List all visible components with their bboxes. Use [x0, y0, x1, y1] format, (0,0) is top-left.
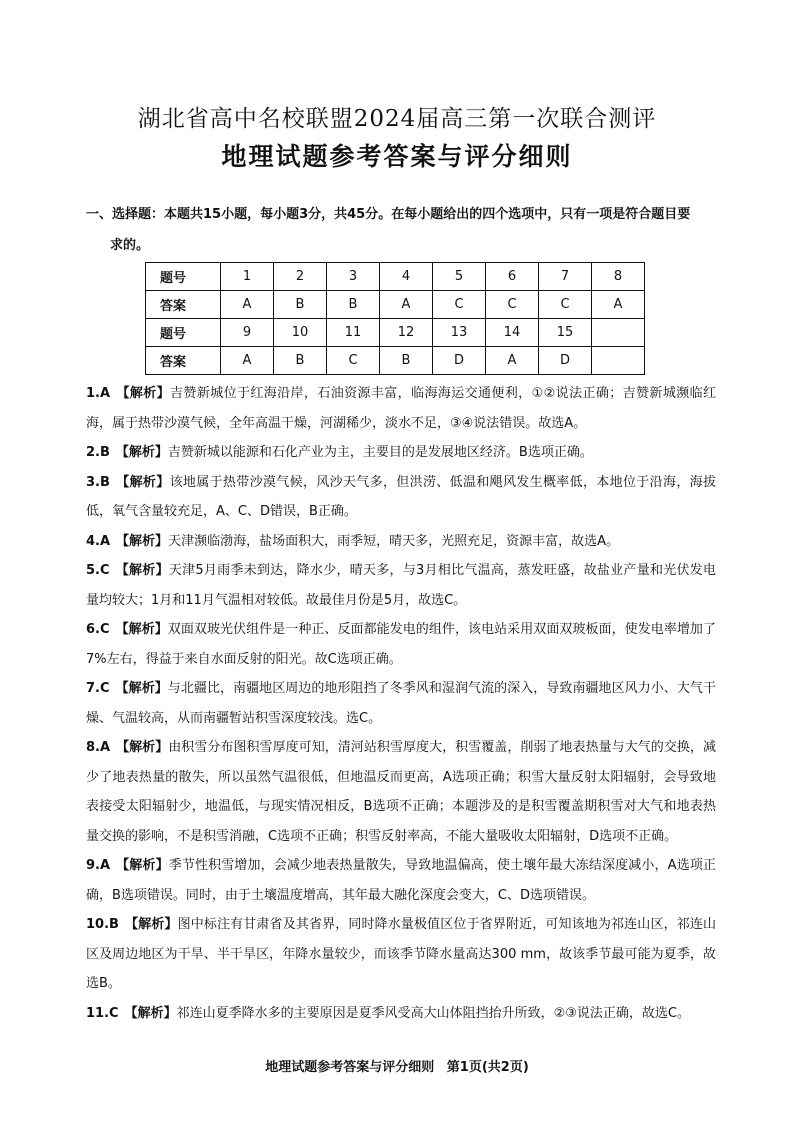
- table-cell: 10: [274, 319, 327, 347]
- table-row: [146, 291, 645, 319]
- table-cell: A: [221, 291, 274, 319]
- item-tag: 【解析】: [116, 386, 171, 401]
- item-tag: 【解析】: [115, 474, 170, 490]
- table-cell: A: [221, 347, 274, 375]
- list-item: [86, 468, 716, 527]
- item-text: 吉赞新城位于红海沿岸，石油资源丰富，临海海运交通便利，①②说法正确；吉赞新城濒临红海，属于热带沙漠气候，全年高温干燥，河湖稀少，淡水不足，③④说法错误。故选A。: [86, 386, 716, 431]
- item-tag: 【解析】: [115, 681, 168, 696]
- table-row: [146, 347, 645, 375]
- item-text: 由积雪分布图积雪厚度可知，清河站积雪厚度大，积雪覆盖，削弱了地表热量与大气的交换，减少了地表热量的散失，所以虽然气温很低，但地温反而更高，A选项正确；积雪大量反射太阳辐射，会导致地表接受太阳辐射少，地温低，与现实情况相反，B选项不正确；本题涉及的是积雪覆盖期积雪对大气和地表热量交换的影响，不是积雪消融，C选项不正确；积雪反射率高，不能大量吸收太阳辐射，D选项不正确。: [86, 740, 716, 844]
- list-item: [86, 379, 716, 438]
- table-cell: D: [539, 347, 592, 375]
- table-cell: 11: [327, 319, 380, 347]
- table-cell: A: [380, 291, 433, 319]
- item-tag: 【解析】: [115, 445, 168, 460]
- list-item: [86, 527, 716, 557]
- footer-page-info: 第1页(共2页): [446, 1060, 529, 1075]
- table-row-header: 题号: [146, 319, 221, 347]
- table-cell: C: [433, 291, 486, 319]
- table-cell: C: [327, 347, 380, 375]
- item-text: 祁连山夏季降水多的主要原因是夏季风受高大山体阻挡抬升所致，②③说法正确，故选C。: [176, 1005, 690, 1021]
- list-item: [86, 910, 716, 999]
- item-text: 吉赞新城以能源和石化产业为主，主要目的是发展地区经济。B选项正确。: [167, 445, 593, 460]
- table-cell: B: [327, 291, 380, 319]
- list-item: [86, 556, 716, 615]
- item-number: 10.B: [86, 917, 119, 932]
- table-cell: 13: [433, 319, 486, 347]
- table-cell: 7: [539, 263, 592, 291]
- list-item: [86, 438, 716, 468]
- table-cell: 1: [221, 263, 274, 291]
- table-cell: A: [592, 291, 645, 319]
- item-text: 天津濒临渤海，盐场面积大，雨季短，晴天多，光照充足，资源丰富，故选A。: [168, 533, 619, 549]
- item-text: 图中标注有甘肃省及其省界，同时降水量极值区位于省界附近，可知该地为祁连山区，祁连山区及周边地区为干旱、半干旱区，年降水量较少，而该季节降水量高达300 mm，故该季节最可能为夏季，故选B。: [86, 917, 716, 991]
- item-text: 天津5月雨季未到达，降水少，晴天多，与3月相比气温高，蒸发旺盛，故盐业产量和光伏发电量均较大；1月和11月气温相对较低。故最佳月份是5月，故选C。: [86, 563, 716, 608]
- item-tag: 【解析】: [115, 563, 169, 578]
- list-item: [86, 674, 716, 733]
- table-row-header: 题号: [146, 263, 221, 291]
- table-cell: C: [539, 291, 592, 319]
- table-cell: 8: [592, 263, 645, 291]
- list-item: [86, 999, 716, 1029]
- table-cell: 14: [486, 319, 539, 347]
- page-title: 湖北省高中名校联盟2024届高三第一次联合测评: [137, 106, 657, 132]
- table-cell: 6: [486, 263, 539, 291]
- table-cell: A: [486, 347, 539, 375]
- item-tag: 【解析】: [124, 917, 178, 932]
- table-cell: 5: [433, 263, 486, 291]
- table-cell: B: [274, 291, 327, 319]
- item-tag: 【解析】: [116, 740, 169, 755]
- answer-table: [145, 262, 645, 375]
- table-cell: C: [486, 291, 539, 319]
- list-item: [86, 615, 716, 674]
- table-cell: 3: [327, 263, 380, 291]
- list-item: [86, 733, 716, 851]
- item-tag: 【解析】: [116, 858, 169, 873]
- section-line-1: 一、选择题：本题共15小题，每小题3分，共45分。在每小题给出的四个选项中，只有一项是符合题目要: [86, 207, 691, 222]
- item-text: 该地属于热带沙漠气候，风沙天气多，但洪涝、低温和飓风发生概率低，本地位于沿海，海拔低，氧气含量较充足，A、C、D错误，B正确。: [86, 474, 716, 519]
- table-cell: 15: [539, 319, 592, 347]
- table-cell: 9: [221, 319, 274, 347]
- section-instructions: [86, 199, 716, 261]
- item-tag: 【解析】: [115, 622, 168, 637]
- item-number: 3.B: [86, 474, 110, 490]
- item-number: 11.C: [86, 1005, 119, 1021]
- item-number: 6.C: [86, 622, 110, 637]
- item-number: 7.C: [86, 681, 110, 696]
- item-number: 8.A: [86, 740, 111, 755]
- page-subtitle: 地理试题参考答案与评分细则: [221, 142, 573, 171]
- footer-doc-name: 地理试题参考答案与评分细则: [265, 1060, 435, 1075]
- table-cell: 4: [380, 263, 433, 291]
- item-text: 与北疆比，南疆地区周边的地形阻挡了冬季风和湿润气流的深入，导致南疆地区风力小、大气干燥、气温较高，从而南疆暂站积雪深度较浅。选C。: [86, 681, 716, 726]
- table-cell: [592, 347, 645, 375]
- item-tag: 【解析】: [124, 1005, 177, 1021]
- item-number: 9.A: [86, 858, 111, 873]
- table-cell: B: [380, 347, 433, 375]
- table-row: [146, 263, 645, 291]
- section-line-2: 求的。: [110, 238, 150, 253]
- item-tag: 【解析】: [116, 533, 169, 549]
- table-cell: B: [274, 347, 327, 375]
- item-number: 1.A: [86, 386, 111, 401]
- item-number: 5.C: [86, 563, 110, 578]
- item-number: 2.B: [86, 445, 110, 460]
- table-cell: [592, 319, 645, 347]
- table-row-header: 答案: [146, 291, 221, 319]
- table-cell: 12: [380, 319, 433, 347]
- table-cell: 2: [274, 263, 327, 291]
- table-cell: D: [433, 347, 486, 375]
- table-row-header: 答案: [146, 347, 221, 375]
- item-text: 季节性积雪增加，会减少地表热量散失，导致地温偏高，使土壤年最大冻结深度减小，A选项正确，B选项错误。同时，由于土壤温度增高，其年最大融化深度会变大，C、D选项错误。: [86, 858, 716, 903]
- table-row: [146, 319, 645, 347]
- item-number: 4.A: [86, 533, 111, 549]
- item-text: 双面双玻光伏组件是一种正、反面都能发电的组件，该电站采用双面双玻板面，使发电率增加了7%左右，得益于来自水面反射的阳光。故C选项正确。: [86, 622, 716, 667]
- page-footer: [0, 1056, 794, 1075]
- list-item: [86, 851, 716, 910]
- explanation-list: [86, 379, 716, 1028]
